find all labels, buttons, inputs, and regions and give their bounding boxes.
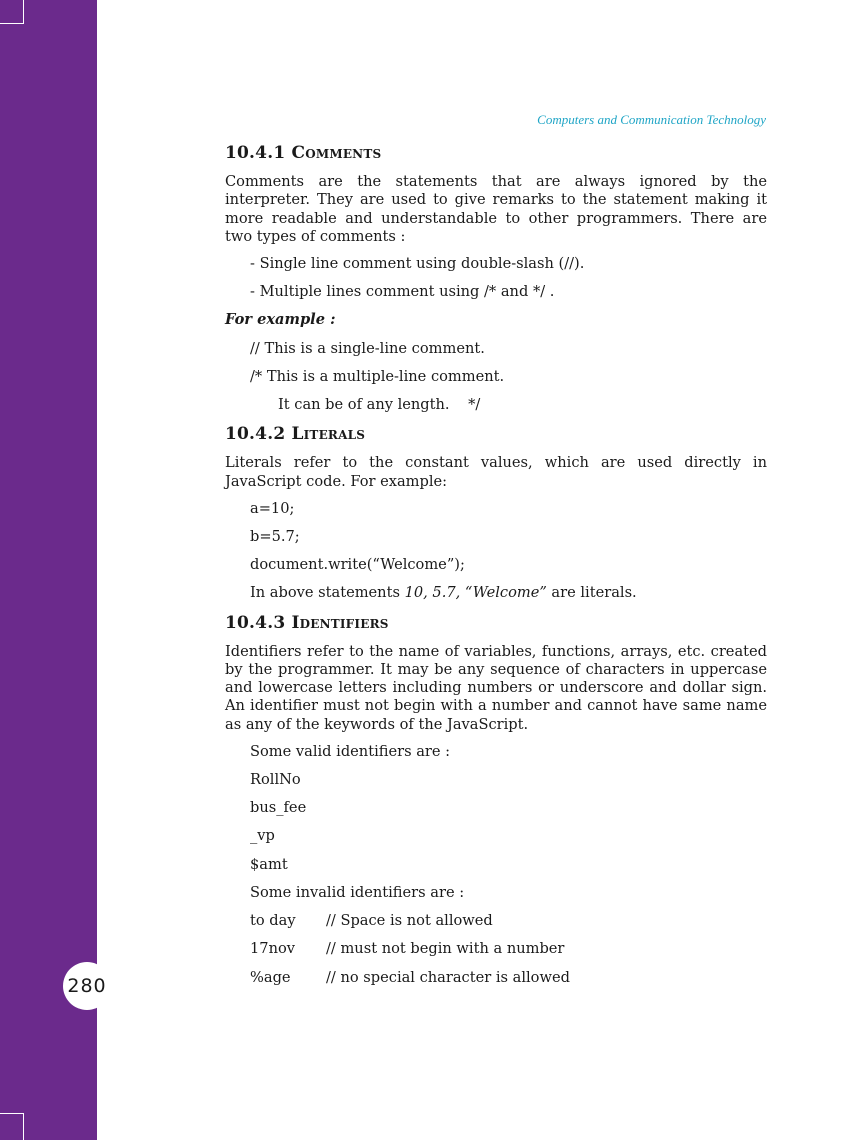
page-number: 280	[63, 962, 111, 1010]
code-line: document.write(“Welcome”);	[250, 556, 465, 574]
list-item: - Single line comment using double-slash (//).	[250, 255, 585, 273]
invalid-comment: // must not begin with a number	[326, 940, 565, 958]
paragraph-comments: Comments are the statements that are always ignored by the interpreter. They are used to give remarks to the statement making it more readable and understandable to other programmers. There are two types of comments :	[225, 173, 767, 245]
invalid-name: 17nov	[250, 940, 295, 958]
invalid-row	[250, 969, 767, 987]
code-line: It can be of any length. */	[278, 396, 481, 414]
literals-note	[250, 584, 767, 602]
heading-identifiers: 10.4.3 Identifiers	[225, 612, 389, 633]
invalid-comment: // Space is not allowed	[326, 912, 493, 930]
code-line: a=10;	[250, 499, 295, 517]
crop-mark-bottom	[0, 1113, 24, 1140]
note-text: In above statements	[250, 584, 405, 602]
invalid-row	[250, 940, 767, 958]
code-line: /* This is a multiple-line comment.	[250, 367, 505, 385]
list-item: _vp	[250, 827, 275, 845]
heading-literals: 10.4.2 Literals	[225, 424, 366, 445]
note-literals: 10, 5.7, “Welcome”	[404, 584, 547, 602]
invalid-label: Some invalid identifiers are :	[250, 883, 465, 901]
crop-mark-top	[0, 0, 24, 24]
example-label: For example :	[225, 311, 336, 329]
list-item: bus_fee	[250, 799, 307, 817]
invalid-name: to day	[250, 912, 296, 930]
list-item: RollNo	[250, 771, 301, 789]
valid-label: Some valid identifiers are :	[250, 742, 451, 760]
paragraph-literals: Literals refer to the constant values, which are used directly in JavaScript code. For example:	[225, 454, 767, 490]
invalid-row	[250, 912, 767, 930]
list-item: $amt	[250, 855, 288, 873]
heading-comments: 10.4.1 Comments	[225, 143, 382, 163]
page-content	[225, 144, 767, 997]
code-line: b=5.7;	[250, 528, 300, 546]
code-line: // This is a single-line comment.	[250, 339, 485, 357]
note-text: are literals.	[546, 584, 637, 602]
paragraph-identifiers: Identifiers refer to the name of variables, functions, arrays, etc. created by the programmer. It may be any sequence of characters in uppercase and lowercase letters including numbers or underscore and dollar sign. An identifier must not begin with a number and cannot have same name as any of the keywords of the JavaScript.	[225, 642, 767, 733]
running-head: Computers and Communication Technology	[537, 112, 766, 127]
list-item: - Multiple lines comment using /* and */ .	[250, 283, 555, 301]
invalid-name: %age	[250, 968, 291, 986]
invalid-comment: // no special character is allowed	[326, 968, 570, 986]
